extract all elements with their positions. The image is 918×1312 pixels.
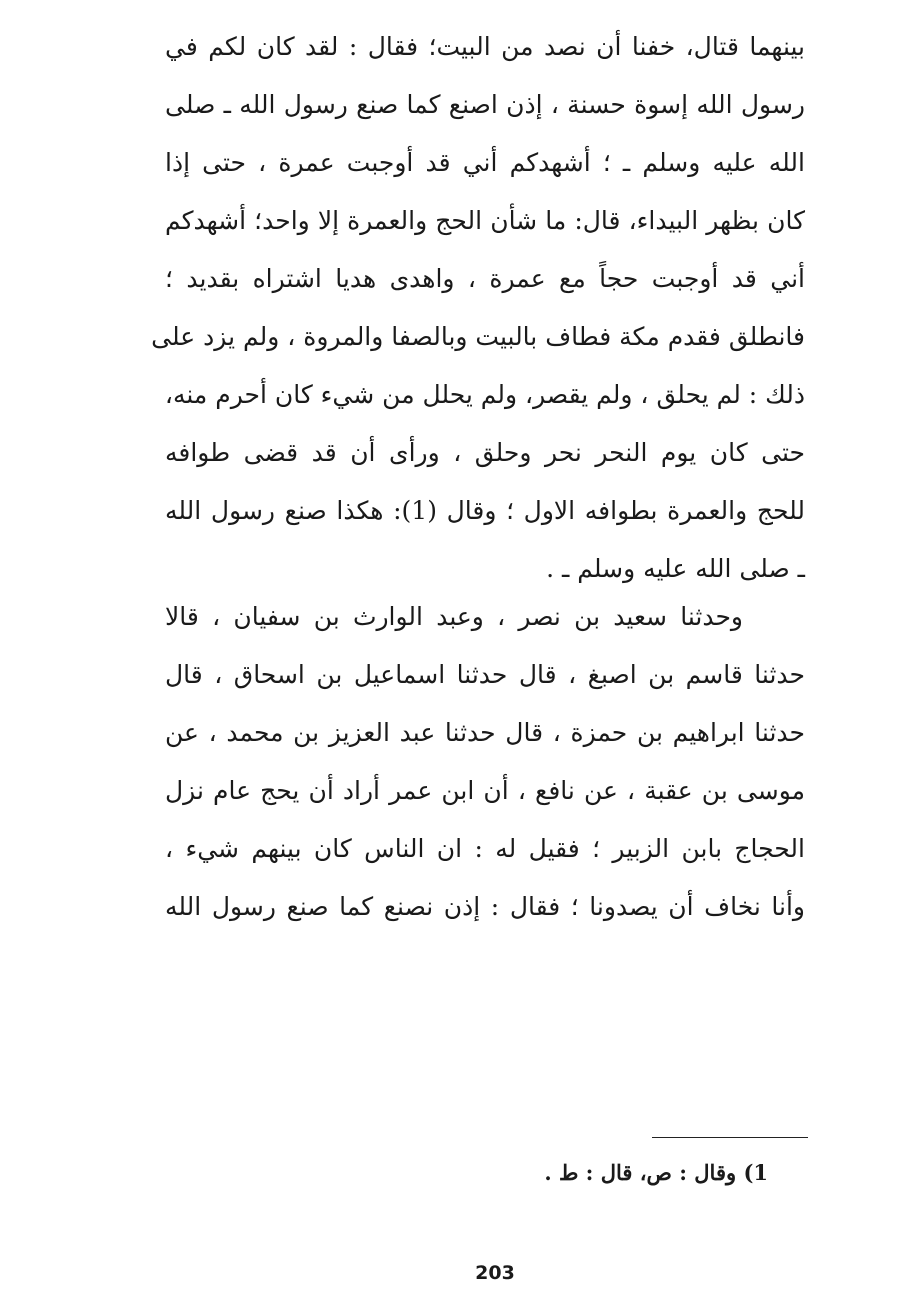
page-number: 203 — [475, 1262, 515, 1284]
paragraph-1 — [151, 18, 805, 598]
text-line: كان بظهر البيداء، قال: ما شأن الحج والعمرة إلا واحد؛ أشهدكم — [165, 206, 805, 235]
text-line: حدثنا قاسم بن اصبغ ، قال حدثنا اسماعيل بن اسحاق ، قال — [165, 660, 805, 689]
text-line: ذلك : لم يحلق ، ولم يقصر، ولم يحلل من شيء كان أحرم منه، — [164, 380, 805, 409]
text-line: حدثنا ابراهيم بن حمزة ، قال حدثنا عبد العزيز بن محمد ، عن — [165, 718, 805, 747]
text-line: للحج والعمرة بطوافه الاول ؛ وقال (1): هكذا صنع رسول الله — [165, 496, 805, 525]
footnote: 1) وقال : ص، قال : ط . — [544, 1160, 768, 1185]
text-line: بينهما قتال، خفنا أن نصد من البيت؛ فقال : لقد كان لكم في — [165, 32, 805, 61]
text-line: فانطلق فقدم مكة فطاف بالبيت وبالصفا والمروة ، ولم يزد على — [151, 322, 805, 351]
text-line: رسول الله إسوة حسنة ، إذن اصنع كما صنع رسول الله ـ صلى — [165, 90, 805, 119]
text-line: أني قد أوجبت حجاً مع عمرة ، واهدى هديا اشتراه بقديد ؛ — [165, 264, 805, 293]
text-line: الله عليه وسلم ـ ؛ أشهدكم أني قد أوجبت عمرة ، حتى إذا — [165, 148, 805, 177]
text-line: وحدثنا سعيد بن نصر ، وعبد الوارث بن سفيان ، قالا — [165, 602, 743, 631]
footnote-divider — [652, 1137, 808, 1138]
paragraph-2 — [165, 588, 805, 936]
text-line: الحجاج بابن الزبير ؛ فقيل له : ان الناس كان بينهم شيء ، — [165, 834, 805, 863]
text-line: وأنا نخاف أن يصدونا ؛ فقال : إذن نصنع كما صنع رسول الله — [165, 892, 805, 921]
text-line: حتى كان يوم النحر نحر وحلق ، ورأى أن قد قضى طوافه — [165, 438, 805, 467]
text-line: ـ صلى الله عليه وسلم ـ . — [546, 554, 805, 583]
text-line: موسى بن عقبة ، عن نافع ، أن ابن عمر أراد أن يحج عام نزل — [165, 776, 805, 805]
